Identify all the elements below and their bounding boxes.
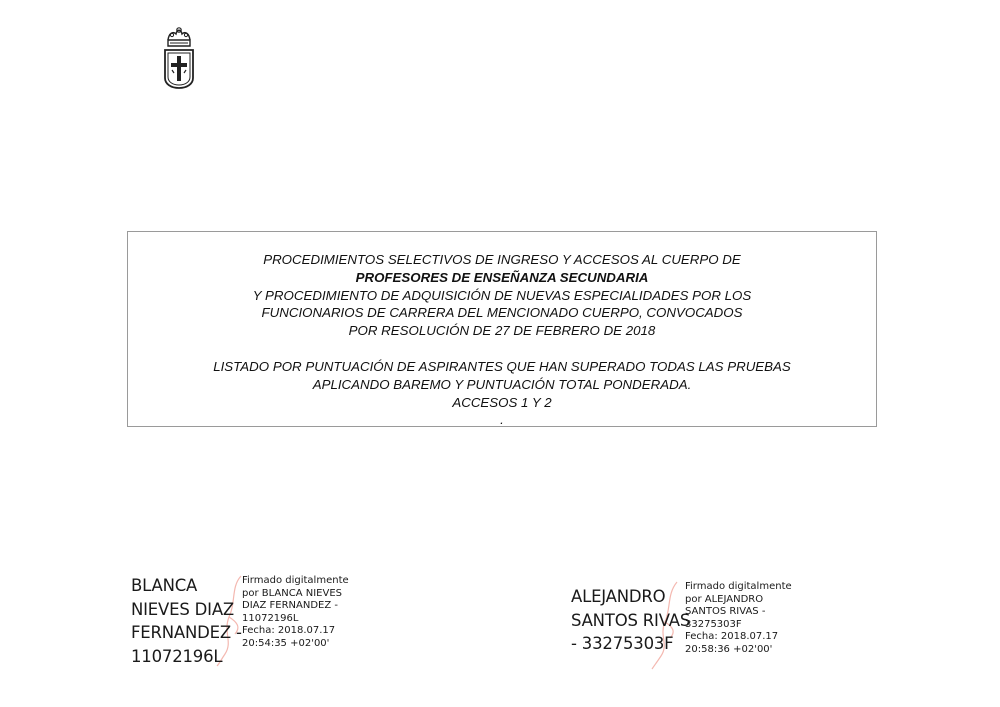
subtitle-line: APLICANDO BAREMO Y PUNTUACIÓN TOTAL PONDERADA.: [312, 376, 692, 392]
subtitle-line: LISTADO POR PUNTUACIÓN DE ASPIRANTES QUE HAN SUPERADO TODAS LAS PRUEBAS: [213, 358, 791, 374]
title-line: FUNCIONARIOS DE CARRERA DEL MENCIONADO CUERPO, CONVOCADOS: [261, 305, 743, 321]
title-line: POR RESOLUCIÓN DE 27 DE FEBRERO DE 2018: [348, 323, 656, 339]
title-line: PROCEDIMIENTOS SELECTIVOS DE INGRESO Y ACCESOS AL CUERPO DE: [263, 252, 741, 267]
title-line-bold: PROFESORES DE ENSEÑANZA SECUNDARIA: [355, 269, 649, 285]
signer-name: ALEJANDRO SANTOS RIVAS - 33275303F: [571, 587, 691, 653]
asturias-crest-icon: [160, 26, 198, 90]
title-box: [127, 231, 877, 427]
title-line: Y PROCEDIMIENTO DE ADQUISICIÓN DE NUEVAS ESPECIALIDADES POR LOS: [252, 287, 752, 303]
signature-details: Firmado digitalmente por BLANCA NIEVES DIAZ FERNANDEZ - 11072196L Fecha: 2018.07.17 20:54:35 +02'00': [242, 575, 349, 649]
digital-signature: [131, 572, 361, 667]
signature-details: Firmado digitalmente por ALEJANDRO SANTOS RIVAS - 33275303F Fecha: 2018.07.17 20:58:36 +02'00': [685, 581, 792, 655]
digital-signature: [571, 580, 801, 670]
signer-name: BLANCA NIEVES DIAZ FERNANDEZ - 11072196L: [131, 576, 242, 666]
subtitle-line: ACCESOS 1 Y 2: [452, 394, 552, 410]
subtitle-dot: .: [500, 412, 504, 428]
